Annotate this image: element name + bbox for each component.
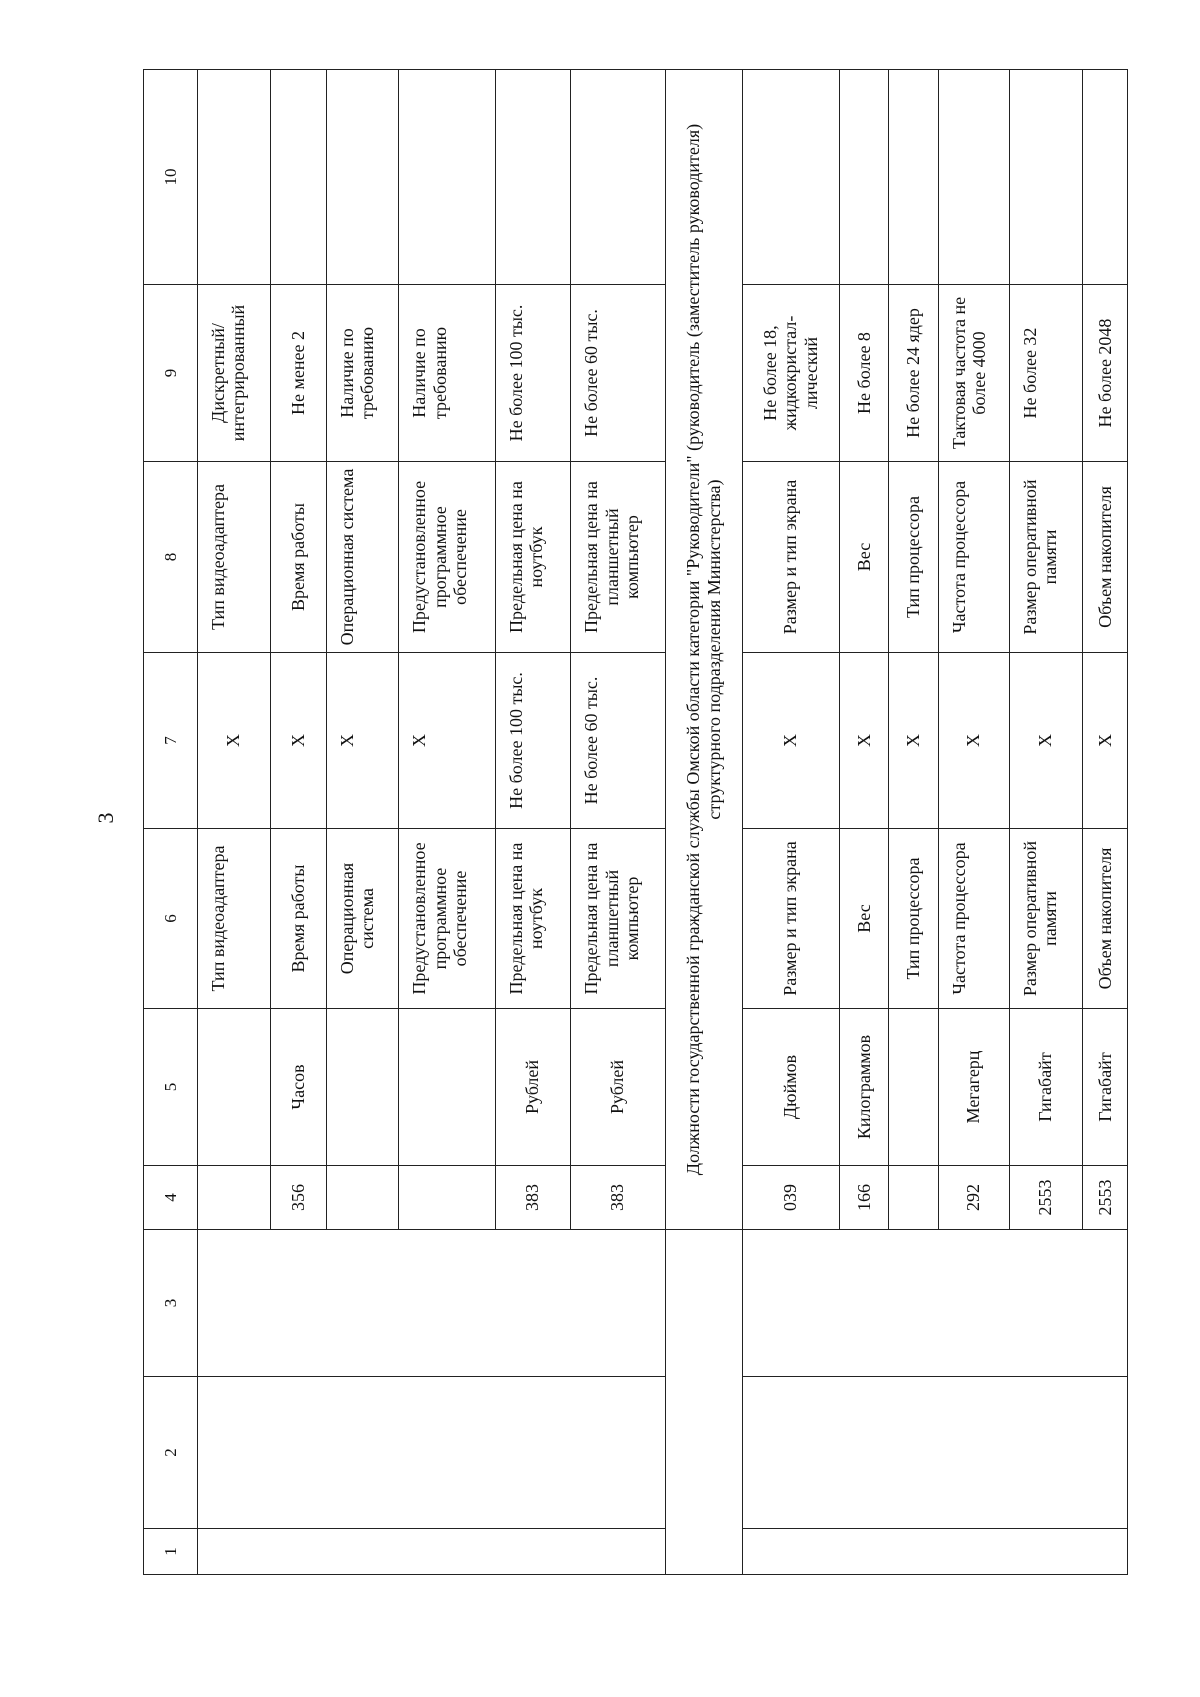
value-cell: Не более 100 тыс. [495, 653, 570, 829]
code-cell [398, 1166, 495, 1230]
characteristic-cell: Объем накопителя [1082, 462, 1127, 653]
characteristic-cell: Размер и тип экрана [742, 462, 839, 653]
characteristic-cell: Предельная цена на планшетный компьютер [570, 829, 665, 1009]
header-col-4: 4 [144, 1166, 198, 1230]
empty-cell [839, 70, 888, 285]
value-cell: Не более 60 тыс. [570, 653, 665, 829]
code-cell [889, 1166, 938, 1230]
header-col-7: 7 [144, 653, 198, 829]
empty-cell [326, 70, 398, 285]
unit-cell: Гигабайт [1082, 1009, 1127, 1166]
code-cell: 383 [570, 1166, 665, 1230]
section-row [665, 70, 742, 1575]
merged-cell-col-3 [742, 1230, 1127, 1377]
characteristic-cell: Тип процессора [889, 462, 938, 653]
code-cell: 383 [495, 1166, 570, 1230]
empty-cell [197, 70, 270, 285]
characteristic-cell: Время работы [270, 829, 326, 1009]
merged-cell-col-3 [197, 1230, 665, 1377]
table-body [144, 70, 1128, 1575]
unit-cell: Дюймов [742, 1009, 839, 1166]
value-cell: Наличие по требованию [326, 285, 398, 462]
characteristic-cell: Частота процессора [938, 462, 1009, 653]
unit-cell: Гигабайт [1009, 1009, 1082, 1166]
value-cell: Не более 24 ядер [889, 285, 938, 462]
page-number: 3 [93, 812, 118, 824]
characteristic-cell: Предельная цена на ноутбук [495, 829, 570, 1009]
value-cell: X [197, 653, 270, 829]
value-cell: Дискретный/ интегрированный [197, 285, 270, 462]
empty-cell [398, 70, 495, 285]
header-col-3: 3 [144, 1230, 198, 1377]
header-col-2: 2 [144, 1377, 198, 1529]
characteristic-cell: Операционная система [326, 462, 398, 653]
value-cell: X [1009, 653, 1082, 829]
table-row [742, 70, 839, 1575]
code-cell: 2553 [1009, 1166, 1082, 1230]
value-cell: X [742, 653, 839, 829]
code-cell: 039 [742, 1166, 839, 1230]
unit-cell: Часов [270, 1009, 326, 1166]
value-cell: X [938, 653, 1009, 829]
characteristic-cell: Предустановленное программное обеспечение [398, 462, 495, 653]
code-cell: 2553 [1082, 1166, 1127, 1230]
code-cell [197, 1166, 270, 1230]
merged-cell-col-1 [197, 1529, 665, 1575]
characteristic-cell: Предельная цена на ноутбук [495, 462, 570, 653]
value-cell: Не более 60 тыс. [570, 285, 665, 462]
header-col-8: 8 [144, 462, 198, 653]
header-col-6: 6 [144, 829, 198, 1009]
characteristic-cell: Объем накопителя [1082, 829, 1127, 1009]
characteristic-cell: Вес [839, 462, 888, 653]
section-empty-cell [665, 1230, 742, 1575]
header-row [144, 70, 198, 1575]
rotated-table-wrapper [143, 70, 1128, 1575]
value-cell: Наличие по требованию [398, 285, 495, 462]
value-cell: Не более 2048 [1082, 285, 1127, 462]
value-cell: X [326, 653, 398, 829]
empty-cell [1009, 70, 1082, 285]
value-cell: Не менее 2 [270, 285, 326, 462]
characteristic-cell: Частота процессора [938, 829, 1009, 1009]
code-cell: 356 [270, 1166, 326, 1230]
unit-cell [197, 1009, 270, 1166]
characteristic-cell: Тип процессора [889, 829, 938, 1009]
section-heading: Должности государственной гражданской службы Омской области категории "Руководители" (руководитель (заместитель руководителя) структурного подразделения Министерства) [665, 70, 742, 1230]
characteristic-cell: Предельная цена на планшетный компьютер [570, 462, 665, 653]
characteristic-cell: Время работы [270, 462, 326, 653]
value-cell: Не более 32 [1009, 285, 1082, 462]
unit-cell: Килограммов [839, 1009, 888, 1166]
value-cell: Не более 8 [839, 285, 888, 462]
header-col-5: 5 [144, 1009, 198, 1166]
header-col-1: 1 [144, 1529, 198, 1575]
characteristic-cell: Предустановленное программное обеспечение [398, 829, 495, 1009]
value-cell: Не более 18, жидкокристал- лический [742, 285, 839, 462]
value-cell: Не более 100 тыс. [495, 285, 570, 462]
characteristic-cell: Размер оперативной памяти [1009, 462, 1082, 653]
value-cell: Тактовая частота не более 4000 [938, 285, 1009, 462]
unit-cell [889, 1009, 938, 1166]
code-cell: 166 [839, 1166, 888, 1230]
value-cell: X [839, 653, 888, 829]
characteristic-cell: Тип видеоадаптера [197, 462, 270, 653]
empty-cell [495, 70, 570, 285]
characteristic-cell: Размер оперативной памяти [1009, 829, 1082, 1009]
characteristic-cell: Операционная система [326, 829, 398, 1009]
merged-cell-col-1 [742, 1529, 1127, 1575]
code-cell: 292 [938, 1166, 1009, 1230]
value-cell: X [270, 653, 326, 829]
value-cell: X [1082, 653, 1127, 829]
empty-cell [889, 70, 938, 285]
characteristic-cell: Вес [839, 829, 888, 1009]
merged-cell-col-2 [742, 1377, 1127, 1529]
empty-cell [1082, 70, 1127, 285]
unit-cell: Рублей [570, 1009, 665, 1166]
unit-cell [326, 1009, 398, 1166]
empty-cell [270, 70, 326, 285]
empty-cell [742, 70, 839, 285]
header-col-10: 10 [144, 70, 198, 285]
code-cell [326, 1166, 398, 1230]
value-cell: X [889, 653, 938, 829]
header-col-9: 9 [144, 285, 198, 462]
characteristic-cell: Тип видеоадаптера [197, 829, 270, 1009]
table-row [197, 70, 270, 1575]
empty-cell [938, 70, 1009, 285]
unit-cell: Рублей [495, 1009, 570, 1166]
unit-cell: Мегагерц [938, 1009, 1009, 1166]
merged-cell-col-2 [197, 1377, 665, 1529]
characteristic-cell: Размер и тип экрана [742, 829, 839, 1009]
empty-cell [570, 70, 665, 285]
unit-cell [398, 1009, 495, 1166]
requirements-table [143, 69, 1128, 1575]
value-cell: X [398, 653, 495, 829]
